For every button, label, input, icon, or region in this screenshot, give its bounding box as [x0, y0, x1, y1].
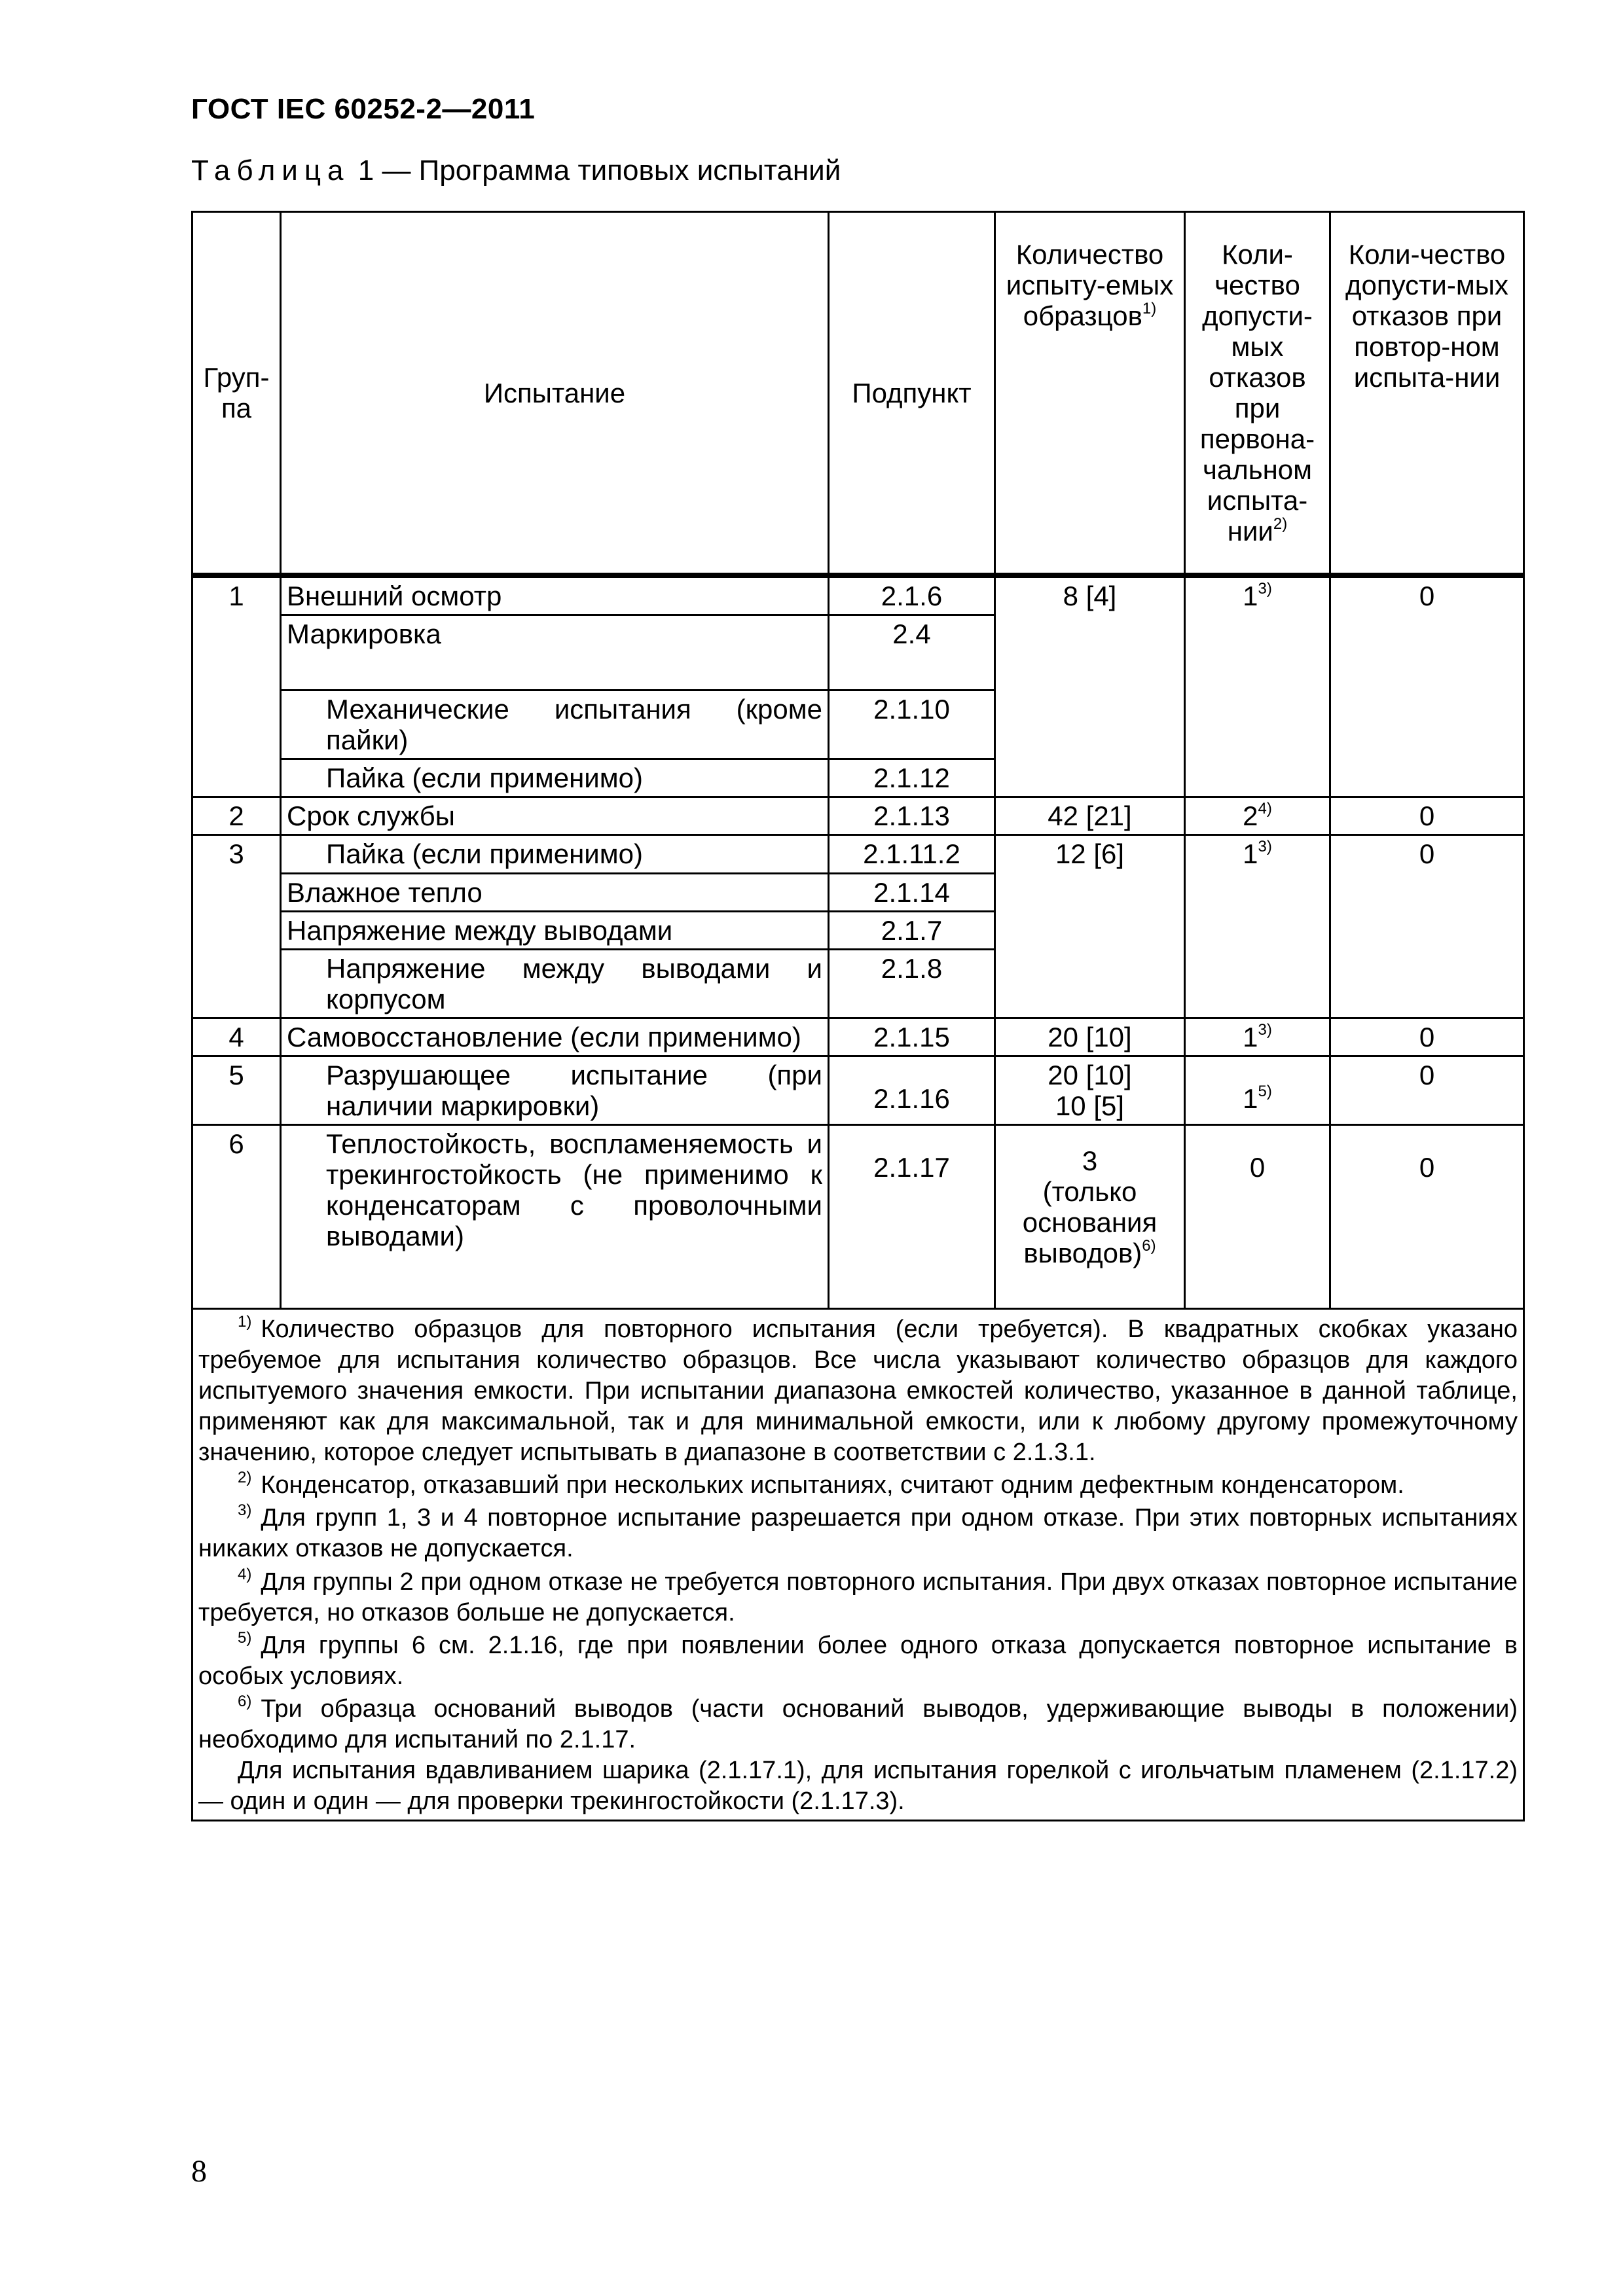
failures-repeat: 0 — [1330, 1056, 1524, 1124]
sample-quantity: 20 [10] — [995, 1018, 1185, 1056]
footnote-ref: 3) — [1258, 580, 1272, 598]
clause: 2.1.15 — [829, 1018, 995, 1056]
table-caption-title: 1 — Программа типовых испытаний — [357, 154, 841, 187]
header-failures-initial: Коли-чество допусти-мых отказов при первона-чальном испыта-нии$^{2)}$ — [1185, 212, 1330, 576]
header-test: Испытание — [281, 212, 829, 576]
sample-quantity-line: 20 [10] — [1048, 1059, 1132, 1090]
test-name: Напряжение между выводами и корпусом — [281, 949, 829, 1018]
failures-repeat: 0 — [1330, 835, 1524, 1018]
footnote-6-continuation: Для испытания вдавливанием шарика (2.1.17.1), для испытания горелкой с игольчатым пламенем (2.1.17.2) — один и один — для проверки трекингостойкости (2.1.17.3). — [198, 1757, 1518, 1816]
table-row — [192, 575, 1524, 615]
group-number: 3 — [192, 835, 281, 1018]
clause: 2.1.12 — [829, 759, 995, 797]
footnote-ref: 1) — [1142, 300, 1157, 318]
sample-quantity — [995, 1124, 1185, 1308]
clause: 2.1.11.2 — [829, 835, 995, 873]
sample-quantity-line: (только — [1042, 1175, 1137, 1207]
clause: 2.1.16 — [829, 1056, 995, 1124]
group-number: 4 — [192, 1018, 281, 1056]
header-quantity: Количество испыту-емых образцов$^{1)}$ — [995, 212, 1185, 576]
test-name: Маркировка — [281, 615, 829, 691]
failures-initial: 1$^{3)}$ — [1185, 1018, 1330, 1056]
test-program-table-wrapper — [191, 211, 1523, 1821]
clause: 2.4 — [829, 615, 995, 691]
group-number: 6 — [192, 1124, 281, 1308]
sample-quantity-line: основания — [1022, 1206, 1158, 1238]
failures-initial: 1$^{3)}$ — [1185, 575, 1330, 797]
table-header-row — [192, 212, 1524, 576]
test-name: Срок службы — [281, 797, 829, 835]
document-header: ГОСТ IEC 60252-2—2011 — [191, 93, 536, 125]
footnote-2: $^{2)}$ Конденсатор, отказавший при нескольких испытаниях, считают одним дефектным конденсатором. — [238, 1469, 1404, 1499]
header-failures-repeat: Коли-чество допусти-мых отказов при повтор-ном испыта-нии — [1330, 212, 1524, 576]
failures-initial: 1$^{5)}$ — [1185, 1056, 1330, 1124]
footnote-ref: 3) — [1258, 838, 1272, 856]
failures-initial: 0 — [1185, 1124, 1330, 1308]
failures-repeat: 0 — [1330, 797, 1524, 835]
clause: 2.1.7 — [829, 911, 995, 949]
clause: 2.1.8 — [829, 949, 995, 1018]
clause: 2.1.10 — [829, 691, 995, 759]
footnote-ref: 3) — [1258, 1020, 1272, 1039]
table-caption-word: Таблица — [191, 154, 350, 187]
failures-initial: 2$^{4)}$ — [1185, 797, 1330, 835]
clause: 2.1.13 — [829, 797, 995, 835]
test-name: Напряжение между выводами — [281, 911, 829, 949]
footnote-ref: 5) — [1258, 1082, 1272, 1100]
footnote-5: $^{5)}$ Для группы 6 см. 2.1.16, где при появлении более одного отказа допускается повторное испытание в особых условиях. — [198, 1628, 1518, 1690]
table-row — [192, 1056, 1524, 1124]
sample-quantity-line: выводов)$^{6)}$ — [1023, 1236, 1156, 1268]
table-row — [192, 1124, 1524, 1308]
footnote-3: $^{3)}$ Для групп 1, 3 и 4 повторное испытание разрешается при одном отказе. При этих повторных испытаниях никаких отказов не допускается. — [198, 1501, 1518, 1563]
table-caption — [191, 154, 841, 187]
test-name: Механические испытания (кроме пайки) — [281, 691, 829, 759]
test-name: Пайка (если применимо) — [281, 759, 829, 797]
page-number: 8 — [191, 2154, 207, 2189]
table-notes — [192, 1308, 1524, 1821]
group-number: 1 — [192, 575, 281, 797]
test-name: Влажное тепло — [281, 873, 829, 911]
group-number: 2 — [192, 797, 281, 835]
header-clause: Подпункт — [829, 212, 995, 576]
sample-quantity: 8 [4] — [995, 575, 1185, 797]
test-name: Внешний осмотр — [281, 575, 829, 615]
footnote-ref: 4) — [1258, 800, 1272, 818]
footnote-6: $^{6)}$ Три образца оснований выводов (части оснований выводов, удерживающие выводы в положении) необходимо для испытаний по 2.1.17. — [198, 1693, 1518, 1754]
failures-repeat: 0 — [1330, 1124, 1524, 1308]
test-name: Самовосстановление (если применимо) — [281, 1018, 829, 1056]
clause: 2.1.6 — [829, 575, 995, 615]
table-row — [192, 797, 1524, 835]
test-name: Пайка (если применимо) — [281, 835, 829, 873]
clause: 2.1.17 — [829, 1124, 995, 1308]
sample-quantity: 12 [6] — [995, 835, 1185, 1018]
test-program-table — [191, 211, 1525, 1821]
footnote-ref: 2) — [1273, 515, 1288, 533]
table-row — [192, 1018, 1524, 1056]
failures-repeat: 0 — [1330, 1018, 1524, 1056]
footnote-4: $^{4)}$ Для группы 2 при одном отказе не требуется повторного испытания. При двух отказах повторное испытание требуется, но отказов больше не допускается. — [198, 1565, 1518, 1626]
group-number: 5 — [192, 1056, 281, 1124]
clause: 2.1.14 — [829, 873, 995, 911]
sample-quantity — [995, 1056, 1185, 1124]
footnote-ref: 6) — [1142, 1236, 1156, 1255]
header-group: Груп-па — [192, 212, 281, 576]
sample-quantity: 42 [21] — [995, 797, 1185, 835]
failures-initial: 1$^{3)}$ — [1185, 835, 1330, 1018]
footnote-1: $^{1)}$ Количество образцов для повторного испытания (если требуется). В квадратных скобках указано требуемое для испытания количество образцов. Все числа указывают количество образцов для каждого испытуемого значения емкости. При испытании диапазона емкостей количество, указанное в данной таблице, применяют как для максимальной, так и для минимальной емкости, или к любому другому промежуточному значению, которое следует испытывать в диапазоне в соответствии с 2.1.3.1. — [198, 1312, 1518, 1467]
failures-repeat: 0 — [1330, 575, 1524, 797]
test-name: Разрушающее испытание (при наличии маркировки) — [281, 1056, 829, 1124]
sample-quantity-line: 10 [5] — [1055, 1090, 1125, 1121]
test-name: Теплостойкость, воспламеняемость и трекингостойкость (не применимо к конденсаторам с проволочными выводами) — [281, 1124, 829, 1308]
notes-row — [192, 1308, 1524, 1821]
table-row — [192, 835, 1524, 873]
sample-quantity-line: 3 — [1082, 1145, 1098, 1176]
